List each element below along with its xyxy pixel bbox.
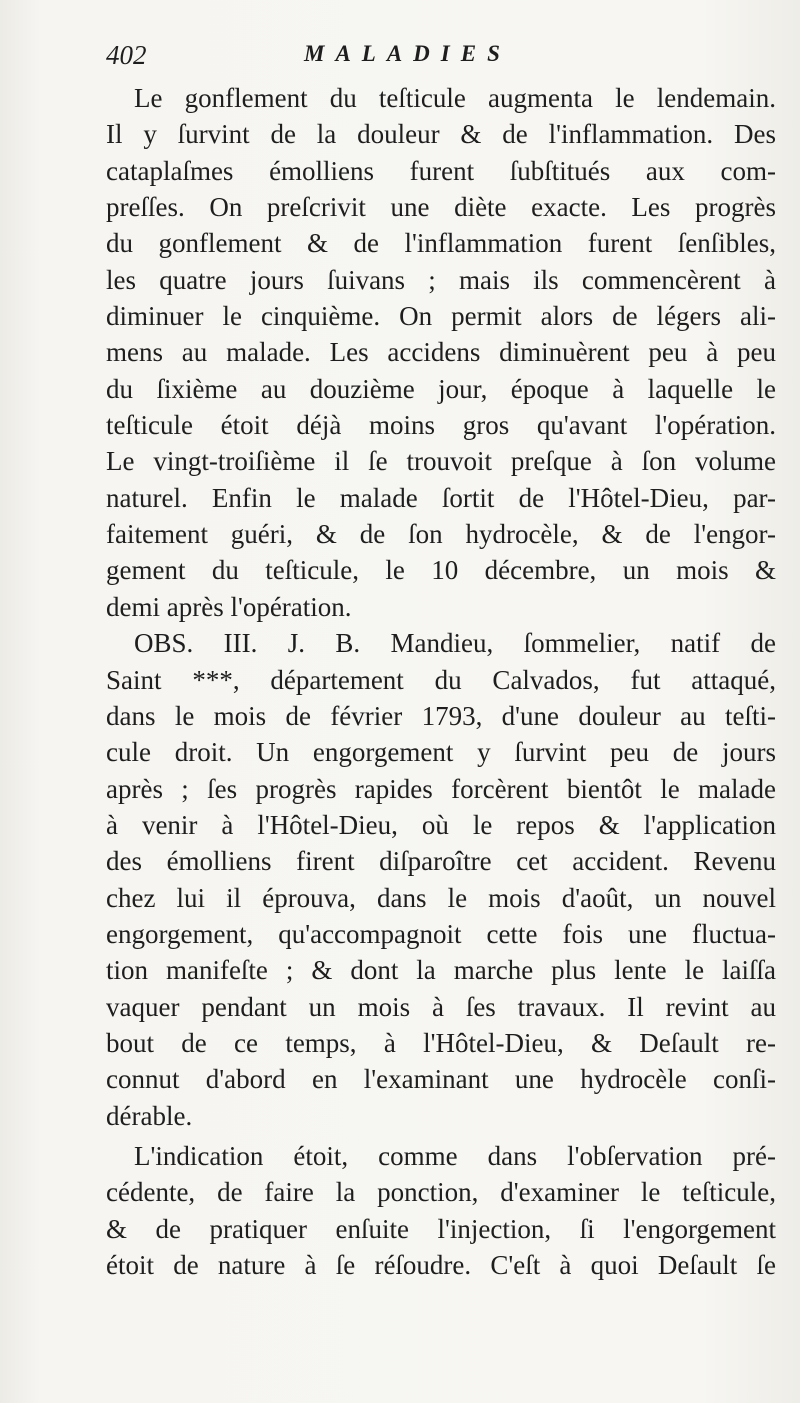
text-line: chez lui il éprouva, dans le mois d'août, un nouvel xyxy=(106,882,776,913)
text-line: du gonflement & de l'inflammation furent ſenſibles, xyxy=(106,228,776,259)
text-line: après ; ſes progrès rapides forcèrent bientôt le malade xyxy=(106,773,776,804)
text-line: Le gonflement du teſticule augmenta le lendemain. xyxy=(134,83,776,113)
text-line: cule droit. Un engorgement y ſurvint peu de jours xyxy=(106,737,776,768)
text-line: du ſixième au douzième jour, époque à laquelle le xyxy=(106,373,776,404)
text-line: tion manifeſte ; & dont la marche plus lente le laiſſa xyxy=(106,955,776,986)
text-line: dérable. xyxy=(106,1100,193,1131)
paragraph-1 xyxy=(106,80,776,625)
text-line: cédente, de faire la ponction, d'examiner le teſticule, xyxy=(106,1177,776,1208)
paragraph-3 xyxy=(106,1138,776,1283)
text-line: vaquer pendant un mois à ſes travaux. Il revint au xyxy=(106,991,776,1022)
text-line: dans le mois de février 1793, d'une douleur au teſti- xyxy=(106,700,776,731)
body-text xyxy=(106,80,776,1283)
text-line: & de pratiquer enſuite l'injection, ſi l'engorgement xyxy=(106,1213,776,1244)
text-line: des émolliens firent diſparoître cet accident. Revenu xyxy=(106,846,776,877)
text-line: mens au malade. Les accidens diminuèrent peu à peu xyxy=(106,337,776,368)
running-head: MALADIES xyxy=(304,41,511,66)
text-line: cataplaſmes émolliens furent ſubſtitués aux com- xyxy=(106,155,776,186)
page-header xyxy=(106,38,786,78)
text-line: diminuer le cinquième. On permit alors de légers ali- xyxy=(106,301,776,332)
text-line: demi après l'opération. xyxy=(106,591,352,622)
text-line: gement du teſticule, le 10 décembre, un mois & xyxy=(106,555,776,586)
text-line: étoit de nature à ſe réſoudre. C'eſt à quoi Deſault ſe xyxy=(106,1250,776,1280)
text-line: à venir à l'Hôtel-Dieu, où le repos & l'application xyxy=(106,809,776,840)
text-line: teſticule étoit déjà moins gros qu'avant l'opération. xyxy=(106,410,776,441)
text-line: engorgement, qu'accompagnoit cette fois une fluctua- xyxy=(106,918,776,949)
text-line: preſſes. On preſcrivit une diète exacte. Les progrès xyxy=(106,192,776,223)
paragraph-2 xyxy=(106,625,776,1134)
text-line: Le vingt-troiſième il ſe trouvoit preſque à ſon volume xyxy=(106,446,776,477)
text-line: Il y ſurvint de la douleur & de l'inflammation. Des xyxy=(106,119,776,150)
text-line: naturel. Enfin le malade ſortit de l'Hôtel-Dieu, par- xyxy=(106,482,776,513)
page-number: 402 xyxy=(106,40,147,70)
text-line: faitement guéri, & de ſon hydrocèle, & de l'engor- xyxy=(106,519,776,550)
text-line: OBS. III. J. B. Mandieu, ſommelier, natif de xyxy=(134,628,776,659)
text-line: les quatre jours ſuivans ; mais ils commencèrent à xyxy=(106,264,776,295)
text-line: Saint ***, département du Calvados, fut attaqué, xyxy=(106,664,776,695)
text-line: L'indication étoit, comme dans l'obſervation pré- xyxy=(134,1140,776,1171)
text-line: connut d'abord en l'examinant une hydrocèle conſi- xyxy=(106,1064,776,1095)
text-line: bout de ce temps, à l'Hôtel-Dieu, & Deſault re- xyxy=(106,1027,776,1058)
